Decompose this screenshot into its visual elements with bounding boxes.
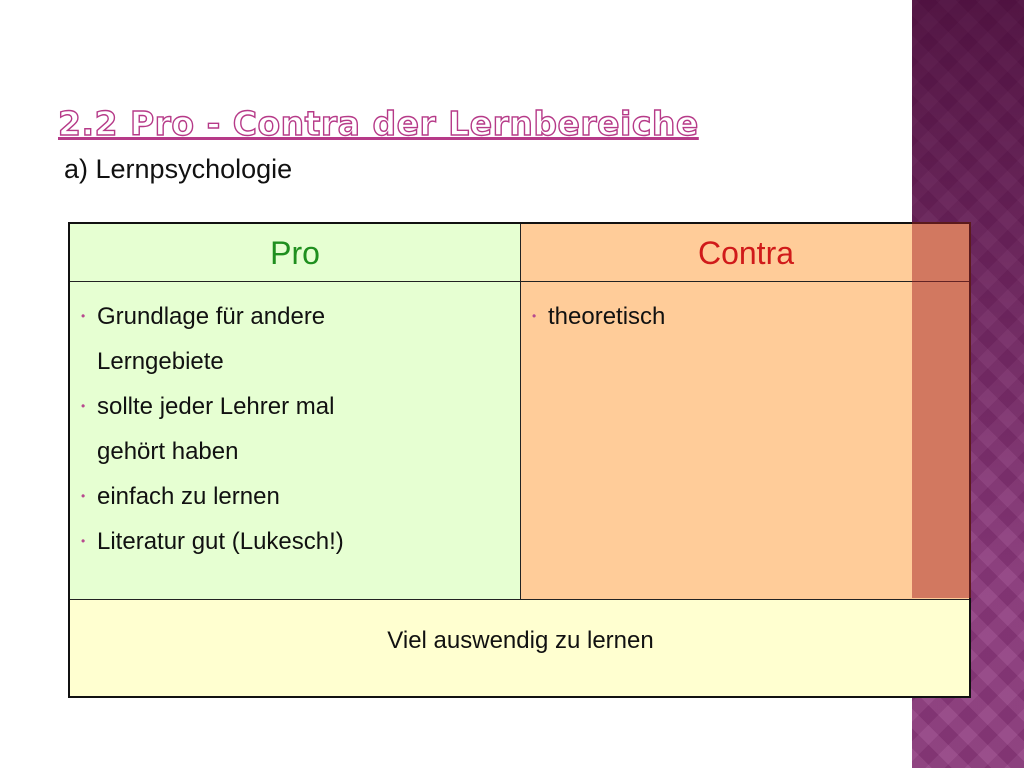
contra-header-cell xyxy=(521,224,971,282)
pro-header-cell xyxy=(70,224,521,282)
contra-list-cell xyxy=(521,282,971,600)
slide-title: 2.2 Pro - Contra der Lernbereiche xyxy=(58,104,699,143)
pro-list-item: • einfach zu lernen xyxy=(78,474,520,519)
bullet-icon: • xyxy=(81,534,86,548)
footer-text: Viel auswendig zu lernen xyxy=(387,627,654,654)
pro-list-item: • Grundlage für andere Lerngebiete xyxy=(78,294,397,384)
pro-list xyxy=(70,282,520,564)
bullet-icon: • xyxy=(81,489,86,503)
pro-contra-table xyxy=(68,222,971,698)
footer-cell xyxy=(70,600,971,698)
slide-subtitle: a) Lernpsychologie xyxy=(64,154,293,184)
bullet-icon: • xyxy=(532,309,537,323)
pro-list-cell xyxy=(70,282,521,600)
contra-header-label: Contra xyxy=(697,235,795,271)
bullet-icon: • xyxy=(81,399,86,413)
pro-list-item: • Literatur gut (Lukesch!) xyxy=(78,519,520,564)
pro-list-item: • sollte jeder Lehrer mal gehört haben xyxy=(78,384,397,474)
bullet-icon: • xyxy=(81,309,86,323)
contra-list-item: • theoretisch xyxy=(529,294,971,339)
contra-list xyxy=(521,282,971,339)
pro-header-label: Pro xyxy=(270,235,320,271)
